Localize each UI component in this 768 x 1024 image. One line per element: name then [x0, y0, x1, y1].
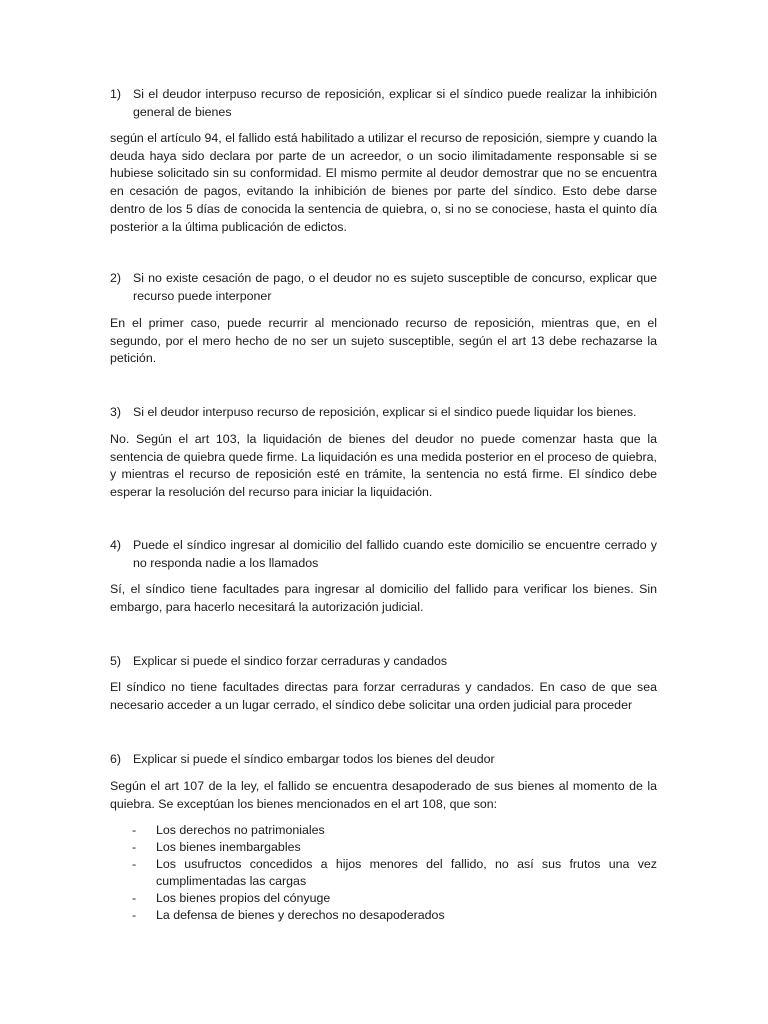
answer-3: No. Según el art 103, la liquidación de bienes del deudor no puede comenzar hasta que la sentencia de quiebra quede firme. La liquidación es una medida posterior en el proceso de quiebra, y mientras el recurso de reposición esté en trámite, la sentencia no está firme. El síndico debe esperar la resolución del recurso para iniciar la liquidación. [110, 432, 657, 500]
question-text: Si el deudor interpuso recurso de reposición, explicar si el sindico puede liquidar los bienes. [133, 405, 637, 419]
question-5 [110, 653, 657, 671]
list-item-text: Los bienes propios del cónyuge [156, 891, 331, 905]
exceptions-list [110, 822, 657, 924]
answer-2: En el primer caso, puede recurrir al mencionado recurso de reposición, mientras que, en el segundo, por el mero hecho de no ser un sujeto susceptible, según el art 13 debe rechazarse la petición. [110, 316, 657, 366]
list-item [110, 907, 657, 924]
list-item-text: Los usufructos concedidos a hijos menores del fallido, no así sus frutos una vez cumplimentadas las cargas [156, 857, 657, 888]
list-dash: - [132, 840, 137, 854]
question-number: 3) [110, 405, 122, 419]
question-number: 6) [110, 752, 122, 766]
answer-5: El síndico no tiene facultades directas para forzar cerraduras y candados. En caso de que sea necesario acceder a un lugar cerrado, el síndico debe solicitar una orden judicial para proceder [110, 680, 657, 712]
list-item [110, 856, 657, 890]
question-number: 4) [110, 538, 122, 552]
question-3 [110, 404, 657, 422]
list-item [110, 822, 657, 839]
question-number: 1) [110, 87, 122, 101]
question-6 [110, 751, 657, 769]
question-text: Explicar si puede el síndico embargar todos los bienes del deudor [133, 752, 495, 766]
list-item [110, 839, 657, 856]
list-dash: - [132, 908, 137, 922]
question-text: Si no existe cesación de pago, o el deudor no es sujeto susceptible de concurso, explicar que recurso puede interponer [133, 271, 657, 303]
list-dash: - [132, 823, 137, 837]
list-dash: - [132, 891, 137, 905]
question-text: Explicar si puede el sindico forzar cerraduras y candados [133, 654, 448, 668]
list-item [110, 890, 657, 907]
question-number: 5) [110, 654, 122, 668]
list-item-text: La defensa de bienes y derechos no desapoderados [156, 908, 445, 922]
list-dash: - [132, 857, 137, 871]
question-text: Si el deudor interpuso recurso de reposición, explicar si el síndico puede realizar la inhibición general de bienes [133, 87, 657, 119]
list-item-text: Los derechos no patrimoniales [156, 823, 325, 837]
question-number: 2) [110, 271, 122, 285]
question-1 [110, 86, 657, 121]
answer-4: Sí, el síndico tiene facultades para ingresar al domicilio del fallido para verificar los bienes. Sin embargo, para hacerlo necesitará la autorización judicial. [110, 582, 657, 614]
answer-6: Según el art 107 de la ley, el fallido se encuentra desapoderado de sus bienes al momento de la quiebra. Se exceptúan los bienes mencionados en el art 108, que son: [110, 779, 657, 811]
question-text: Puede el síndico ingresar al domicilio del fallido cuando este domicilio se encuentre cerrado y no responda nadie a los llamados [133, 538, 657, 570]
answer-1: según el artículo 94, el fallido está habilitado a utilizar el recurso de reposición, siempre y cuando la deuda haya sido declara por parte de un acreedor, o un socio ilimitadamente responsable si se hubiese solicitado sin su conformidad. El mismo permite al deudor demostrar que no se encuentra en cesación de pagos, evitando la inhibición de bienes por parte del síndico. Esto debe darse dentro de los 5 días de conocida la sentencia de quiebra, o, si no se conociese, hasta el quinto día posterior a la última publicación de edictos. [110, 131, 657, 234]
list-item-text: Los bienes inembargables [156, 840, 301, 854]
question-2 [110, 270, 657, 305]
question-4 [110, 537, 657, 572]
